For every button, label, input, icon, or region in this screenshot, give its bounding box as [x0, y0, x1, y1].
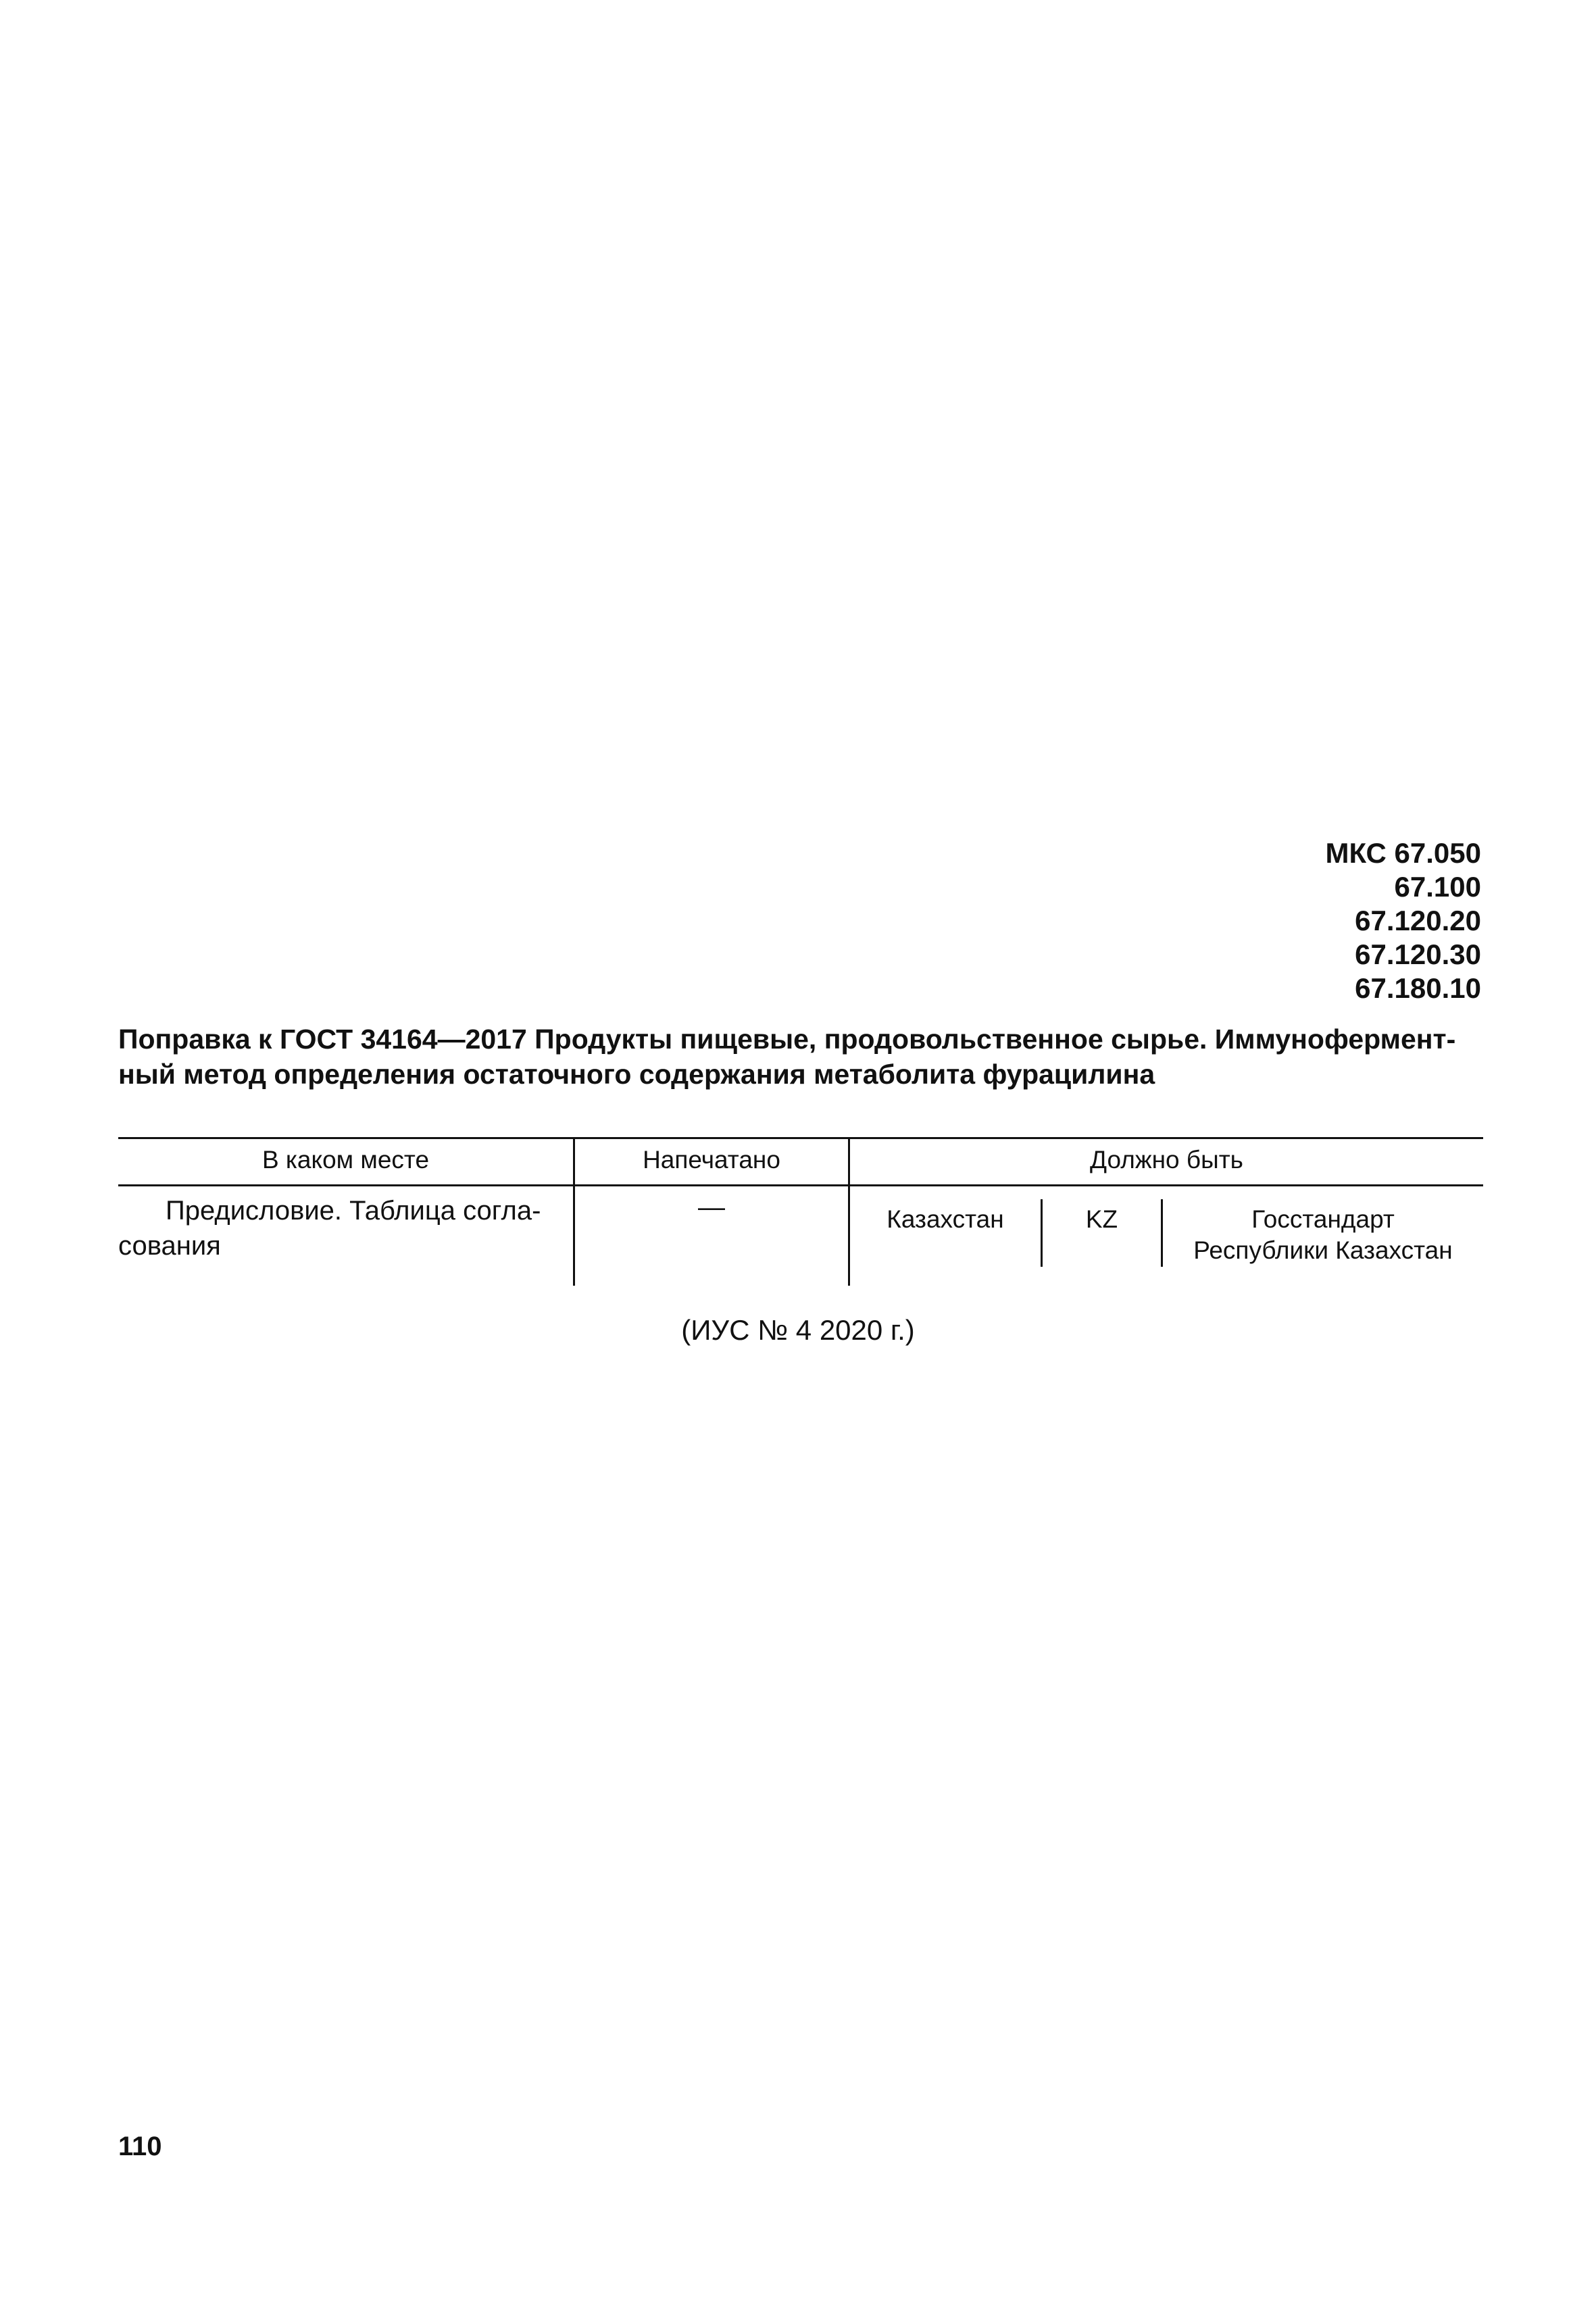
table-header-rule: [118, 1184, 1483, 1186]
mks-code: МКС 67.050: [1325, 837, 1481, 869]
place-text-line: сования: [118, 1231, 221, 1261]
mks-code: 67.120.30: [1355, 938, 1481, 970]
amendment-title: [118, 1022, 1483, 1092]
header-printed: Напечатано: [643, 1146, 780, 1174]
table-top-rule: [118, 1137, 1483, 1139]
amendment-title-line: Поправка к ГОСТ 34164—2017 Продукты пищевые, продовольственное сырье. Иммунофермент-: [118, 1024, 1456, 1055]
country-value: Казахстан: [887, 1205, 1004, 1233]
header-place: В каком месте: [261, 1146, 430, 1174]
place-text-line: Предисловие. Таблица согла-: [166, 1196, 541, 1226]
ius-reference: (ИУС № 4 2020 г.): [681, 1314, 915, 1346]
mks-code: 67.120.20: [1355, 905, 1481, 936]
page-number: 110: [118, 2132, 162, 2161]
mks-code: 67.100: [1394, 871, 1481, 903]
amendment-title-line: ный метод определения остаточного содержания метаболита фурацилина: [118, 1059, 1155, 1090]
authority-line: Республики Казахстан: [1193, 1236, 1453, 1264]
header-should-be: Должно быть: [1090, 1146, 1243, 1174]
authority-line: Госстандарт: [1251, 1205, 1395, 1233]
mks-codes: [1325, 836, 1481, 1005]
country-code-value: KZ: [1085, 1205, 1118, 1233]
mks-code: 67.180.10: [1355, 972, 1481, 1004]
printed-value: —: [698, 1192, 725, 1222]
